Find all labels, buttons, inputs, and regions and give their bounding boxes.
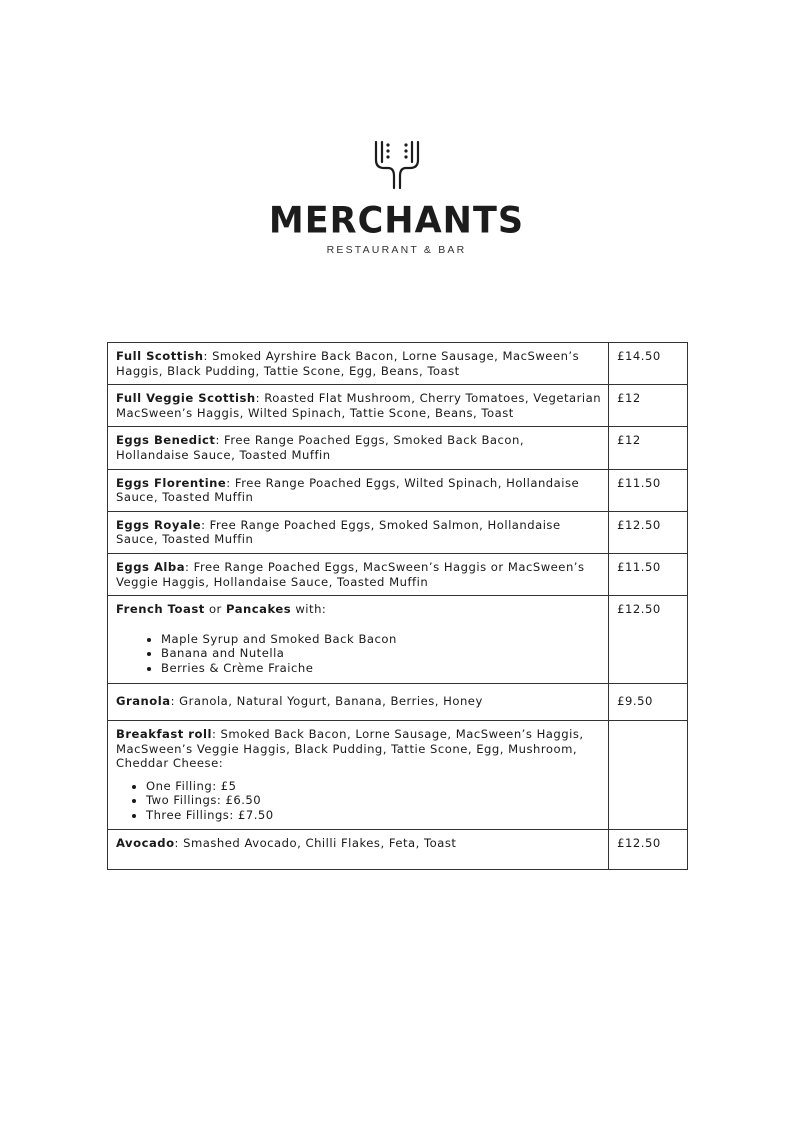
menu-item-desc: MacSween’s Haggis, Wilted Spinach, Tattie Scone, Beans, Toast xyxy=(116,405,514,420)
list-item: • One Filling: £5 xyxy=(146,779,601,794)
menu-item-title: Eggs Alba xyxy=(116,559,186,574)
menu-item-price: £12 xyxy=(609,385,688,427)
menu-row-eggs-alba xyxy=(108,553,688,595)
menu-item-description xyxy=(108,427,609,469)
menu-item-price: £12.50 xyxy=(609,511,688,553)
menu-item-price xyxy=(609,721,688,830)
menu-item-price: £12.50 xyxy=(609,829,688,870)
menu-item-title: Eggs Royale xyxy=(116,517,202,532)
menu-item-desc: Cheddar Cheese: xyxy=(116,756,224,771)
restaurant-logo xyxy=(0,138,793,256)
list-item: • Three Fillings: £7.50 xyxy=(146,808,601,823)
menu-row-full-scottish xyxy=(108,343,688,385)
fork-logo-icon xyxy=(370,138,424,196)
menu-item-title: Eggs Florentine xyxy=(116,475,227,490)
menu-item-price: £11.50 xyxy=(609,553,688,595)
menu-item-title: Full Scottish xyxy=(116,349,204,363)
menu-item-desc: Sauce, Toasted Muffin xyxy=(116,490,254,505)
topping-options-list xyxy=(116,632,601,676)
list-item: • Berries & Crème Fraiche xyxy=(161,661,601,676)
menu-item-price: £9.50 xyxy=(609,683,688,721)
list-item: • Maple Syrup and Smoked Back Bacon xyxy=(161,632,601,647)
menu-item-desc: Haggis, Black Pudding, Tattie Scone, Egg, Beans, Toast xyxy=(116,363,460,378)
menu-item-title: Pancakes xyxy=(226,602,292,617)
menu-item-description xyxy=(108,596,609,683)
menu-item-desc: : Free Range Poached Eggs, Wilted Spinach, Hollandaise xyxy=(226,475,580,490)
menu-row-eggs-benedict xyxy=(108,427,688,469)
menu-item-desc: Sauce, Toasted Muffin xyxy=(116,532,254,547)
menu-item-title: Avocado xyxy=(116,835,175,850)
menu-item-desc: Hollandaise Sauce, Toasted Muffin xyxy=(116,447,331,462)
menu-item-title: Breakfast roll xyxy=(116,727,212,742)
menu-row-breakfast-roll xyxy=(108,721,688,830)
menu-item-desc: : Smoked Back Bacon, Lorne Sausage, MacSween’s Haggis, xyxy=(211,727,584,742)
menu-item-price: £12.50 xyxy=(609,596,688,683)
menu-item-description xyxy=(108,683,609,721)
menu-item-description xyxy=(108,343,609,385)
menu-item-price: £12 xyxy=(609,427,688,469)
menu-item-desc: : Free Range Poached Eggs, Smoked Back Bacon, xyxy=(215,433,525,448)
menu-item-desc: Veggie Haggis, Hollandaise Sauce, Toasted Muffin xyxy=(116,574,429,589)
menu-item-title: Granola xyxy=(116,693,171,708)
menu-item-desc: with: xyxy=(291,602,327,617)
menu-item-title: Eggs Benedict xyxy=(116,433,216,448)
menu-row-eggs-royale xyxy=(108,511,688,553)
menu-item-desc: : Granola, Natural Yogurt, Banana, Berries, Honey xyxy=(170,693,483,708)
menu-item-desc: MacSween’s Veggie Haggis, Black Pudding, Tattie Scone, Egg, Mushroom, xyxy=(116,741,578,756)
menu-item-description xyxy=(108,511,609,553)
menu-item-desc: : Roasted Flat Mushroom, Cherry Tomatoes, Vegetarian xyxy=(255,391,602,406)
menu-item-desc: : Smoked Ayrshire Back Bacon, Lorne Sausage, MacSween’s xyxy=(203,349,580,363)
menu-item-desc: : Free Range Poached Eggs, MacSween’s Haggis or MacSween’s xyxy=(185,559,585,574)
menu-row-french-toast-pancakes xyxy=(108,596,688,683)
menu-item-price: £11.50 xyxy=(609,469,688,511)
menu-row-full-veggie-scottish xyxy=(108,385,688,427)
menu-item-description xyxy=(108,385,609,427)
menu-row-granola xyxy=(108,683,688,721)
menu-item-title: French Toast xyxy=(116,602,205,617)
menu-row-avocado xyxy=(108,829,688,870)
menu-item-description xyxy=(108,829,609,870)
menu-item-connector: or xyxy=(204,602,227,617)
menu-item-desc: : Smashed Avocado, Chilli Flakes, Feta, Toast xyxy=(174,835,457,850)
breakfast-menu-table xyxy=(107,342,688,870)
menu-item-description xyxy=(108,553,609,595)
brand-tagline: RESTAURANT & BAR xyxy=(326,244,467,256)
brand-name: MERCHANTS xyxy=(268,200,525,242)
menu-row-eggs-florentine xyxy=(108,469,688,511)
menu-item-title: Full Veggie Scottish xyxy=(116,391,256,406)
menu-item-description xyxy=(108,721,609,830)
menu-item-desc: : Free Range Poached Eggs, Smoked Salmon, Hollandaise xyxy=(201,517,561,532)
menu-item-price: £14.50 xyxy=(609,343,688,385)
list-item: • Banana and Nutella xyxy=(161,646,601,661)
menu-item-description xyxy=(108,469,609,511)
list-item: • Two Fillings: £6.50 xyxy=(146,793,601,808)
filling-options-list xyxy=(116,779,601,823)
